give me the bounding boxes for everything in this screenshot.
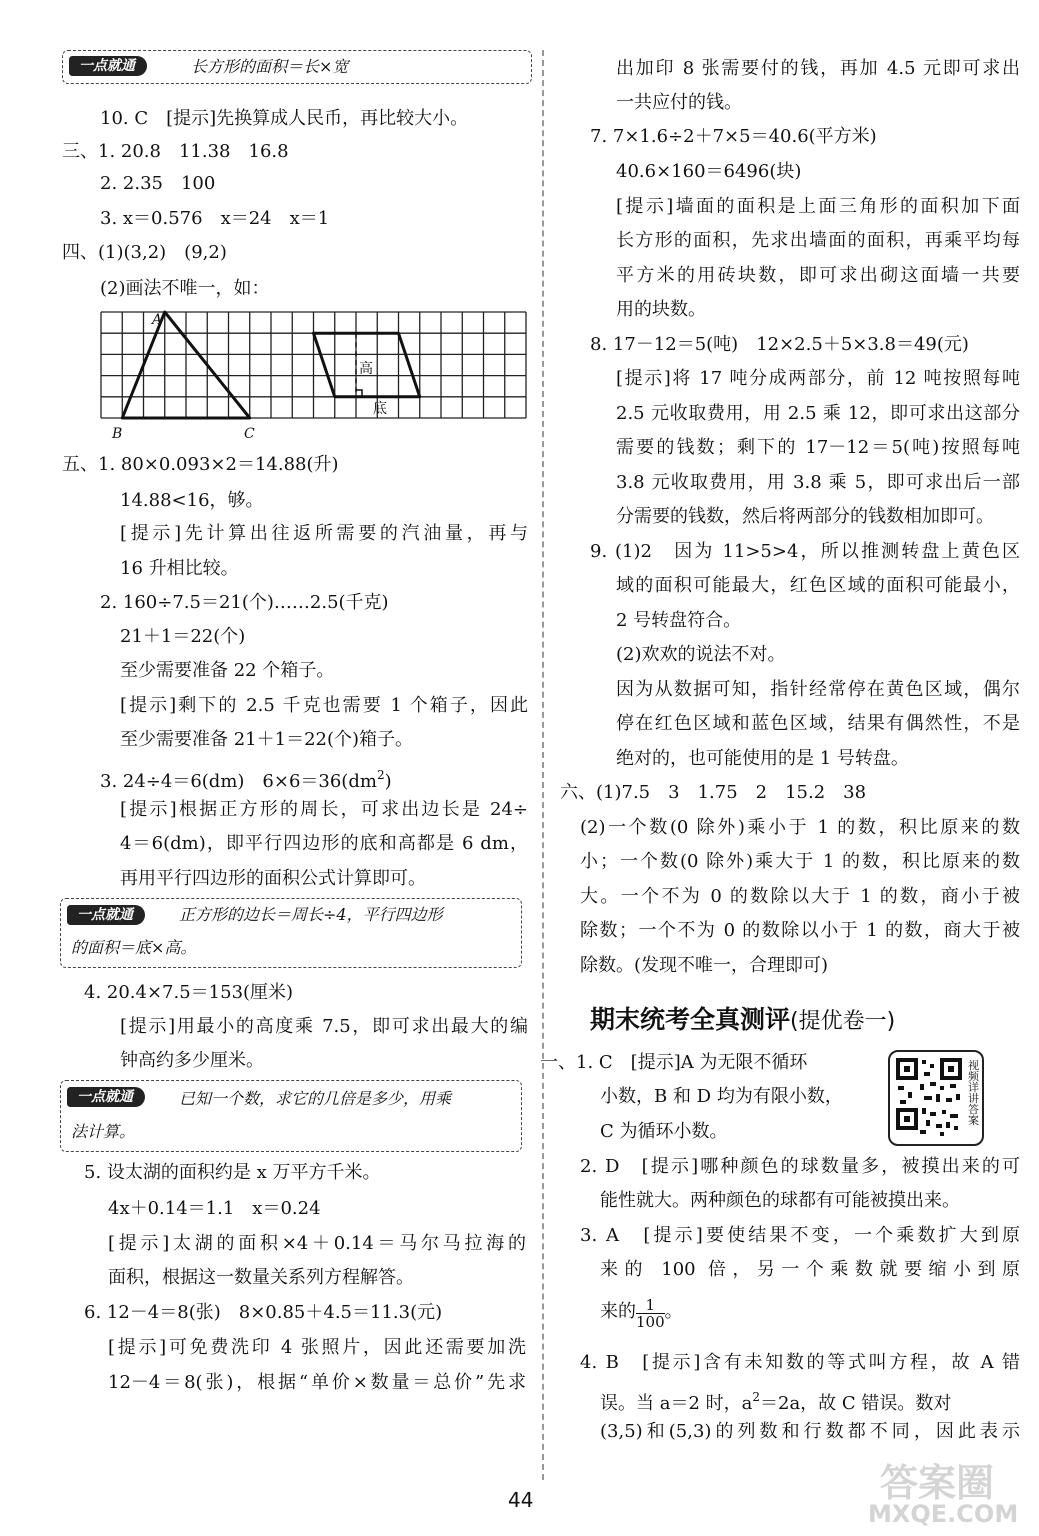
answer-line: 六、(1)7.5 3 1.75 2 15.2 38	[560, 782, 867, 803]
tip-text: 正方形的边长＝周长÷4，平行四边形	[179, 905, 443, 924]
answer-line: 域的面积可能最大，红色区域的面积可能最小，	[616, 575, 1020, 596]
superscript: 2	[376, 768, 385, 782]
answer-line: (3,5)和(5,3)的列数和行数都不同，因此表示	[600, 1421, 1020, 1442]
answer-text: 误。当 a＝2 时，a	[600, 1393, 753, 1414]
answer-line: 小数，B 和 D 均为有限小数，	[600, 1086, 843, 1107]
answer-text: )	[384, 771, 392, 792]
answer-line: 3. A [提示]要使结果不变，一个乘数扩大到原	[580, 1225, 1020, 1246]
answer-line: [提示]根据正方形的周长，可求出边长是 24÷	[120, 799, 528, 820]
answer-line: [提示]用最小的高度乘 7.5，即可求出最大的编	[120, 1016, 528, 1037]
answer-line: 14.88<16，够。	[120, 490, 264, 511]
answer-line: 8. 17－12＝5(吨) 12×2.5＋5×3.8＝49(元)	[590, 334, 969, 355]
answer-line	[600, 1384, 1020, 1417]
answer-line: 钟高约多少厘米。	[120, 1050, 264, 1071]
answer-line: 一、1. C [提示]A 为无限不循环	[540, 1052, 808, 1073]
tip-box-3	[60, 1080, 522, 1152]
tip-text: 法计算。	[71, 1122, 136, 1141]
answer-line: 21＋1＝22(个)	[120, 626, 246, 647]
answer-line: 用的块数。	[616, 299, 706, 320]
answer-line: 需要的钱数；剩下的 17－12＝5(吨)按照每吨	[616, 437, 1020, 458]
answer-line	[600, 1297, 683, 1330]
answer-line: (2)欢欢的说法不对。	[616, 644, 786, 665]
answer-line: 分需要的钱数，然后将两部分的钱数相加即可。	[616, 506, 994, 527]
answer-text: 3. 24÷4＝6(dm) 6×6＝36(dm	[100, 771, 377, 792]
answer-line: 2. D [提示]哪种颜色的球数量多，被摸出来的可	[580, 1156, 1020, 1177]
answer-line: 一共应付的钱。	[616, 92, 742, 113]
tip-box-1	[62, 50, 532, 84]
answer-line: 2. 2.35 100	[100, 173, 216, 194]
answer-line: 4＝6(dm)，即平行四边形的底和高都是 6 dm，	[120, 833, 528, 854]
answer-line: C 为循环小数。	[600, 1121, 728, 1142]
tip-badge: 一点就通	[67, 905, 145, 925]
answer-line: [提示]先计算出往返所需要的汽油量，再与	[120, 523, 528, 544]
answer-line: 来的 100 倍，另一个乘数就要缩小到原	[600, 1259, 1020, 1280]
answer-line: (2)一个数(0 除外)乘小于 1 的数，积比原来的数	[580, 817, 1020, 838]
answer-line: 12－4＝8(张)，根据“单价×数量＝总价”先求	[108, 1372, 526, 1393]
label-A: A	[152, 312, 163, 328]
answer-line: 能性就大。两种颜色的球都有可能被摸出来。	[600, 1190, 960, 1211]
answer-line: 绝对的，也可能使用的是 1 号转盘。	[616, 748, 909, 769]
answer-line: 再用平行四边形的面积公式计算即可。	[120, 868, 426, 889]
answer-line: 5. 设太湖的面积约是 x 万平方千米。	[84, 1162, 381, 1183]
answer-line: [提示]可免费洗印 4 张照片，因此还需要加洗	[108, 1337, 526, 1358]
answer-line: 4. 20.4×7.5＝153(厘米)	[84, 982, 294, 1003]
tip-badge: 一点就通	[67, 1087, 145, 1107]
qr-label: 视频详讲答案	[968, 1059, 979, 1127]
tip-box-2	[60, 898, 522, 968]
answer-text: ＝2a，故 C 错误。数对	[760, 1393, 952, 1414]
answer-line: 至少需要准备 21＋1＝22(个)箱子。	[120, 729, 414, 750]
grid-figure	[94, 306, 534, 446]
answer-line: 小；一个数(0 除外)乘大于 1 的数，积比原来的数	[580, 851, 1020, 872]
answer-line: 三、1. 20.8 11.38 16.8	[62, 141, 289, 162]
answer-line: 10. C [提示]先换算成人民币，再比较大小。	[100, 108, 469, 129]
answer-line: 平方米的用砖块数，即可求出砌这面墙一共要	[616, 265, 1020, 286]
answer-line: (2)画法不唯一，如：	[100, 278, 270, 299]
answer-line: 面积，根据这一数量关系列方程解答。	[108, 1267, 414, 1288]
answer-line: [提示]将 17 吨分成两部分，前 12 吨按照每吨	[616, 368, 1020, 389]
answer-line: 出加印 8 张需要付的钱，再加 4.5 元即可求出	[616, 58, 1020, 79]
heading-sub: (提优卷一)	[790, 1009, 896, 1034]
answer-line: 3.8 元收取费用，用 3.8 乘 5，即可求出后一部	[616, 472, 1020, 493]
answer-line: 4x＋0.14＝1.1 x＝0.24	[108, 1198, 321, 1219]
answer-line	[100, 762, 392, 795]
answer-line: 2.5 元收取费用，用 2.5 乘 12，即可求出这部分	[616, 403, 1020, 424]
denominator: 100	[636, 1313, 665, 1331]
answer-text: 。	[664, 1301, 683, 1322]
answer-line: 四、(1)(3,2) (9,2)	[62, 242, 227, 263]
answer-line: 40.6×160＝6496(块)	[616, 161, 802, 182]
answer-line: 至少需要准备 22 个箱子。	[120, 660, 335, 681]
answer-line: 3. x＝0.576 x＝24 x＝1	[100, 208, 330, 229]
label-di: 底	[373, 401, 387, 417]
watermark-top: 答案圈	[880, 1461, 995, 1505]
answer-line: 7. 7×1.6÷2＋7×5＝40.6(平方米)	[590, 126, 877, 147]
heading-main: 期末统考全真测评	[590, 1005, 791, 1034]
section-heading	[590, 1000, 895, 1036]
tip-text: 已知一个数，求它的几倍是多少，用乘	[179, 1089, 452, 1108]
answer-line: 长方形的面积，先求出墙面的面积，再乘平均每	[616, 230, 1020, 251]
answer-line: 2 号转盘符合。	[616, 610, 742, 631]
qr-code[interactable]	[888, 1050, 984, 1146]
answer-line: 大。一个不为 0 的数除以大于 1 的数，商小于被	[580, 886, 1020, 907]
answer-line: 9. (1)2 因为 11>5>4，所以推测转盘上黄色区	[590, 541, 1020, 562]
superscript: 2	[752, 1390, 760, 1404]
answer-line: [提示]剩下的 2.5 千克也需要 1 个箱子，因此	[120, 695, 528, 716]
answer-line: 2. 160÷7.5＝21(个)……2.5(千克)	[100, 592, 389, 613]
answer-line: 16 升相比较。	[120, 558, 239, 579]
tip-badge: 一点就通	[69, 56, 147, 76]
answer-line: 五、1. 80×0.093×2＝14.88(升)	[62, 454, 339, 475]
answer-line: 4. B [提示]含有未知数的等式叫方程，故 A 错	[580, 1352, 1020, 1373]
label-gao: 高	[359, 361, 373, 377]
tip-text: 的面积＝底×高。	[71, 938, 197, 957]
answer-line: 因为从数据可知，指针经常停在黄色区域，偶尔	[616, 679, 1020, 700]
answer-line: [提示]太湖的面积×4＋0.14＝马尔马拉海的	[108, 1233, 526, 1254]
label-C: C	[244, 426, 255, 442]
answer-line: 6. 12－4＝8(张) 8×0.85＋4.5＝11.3(元)	[84, 1302, 443, 1323]
numerator: 1	[636, 1297, 665, 1314]
answer-line: 除数；一个不为 0 的数除以小于 1 的数，商大于被	[580, 920, 1020, 941]
answer-line: 除数。(发现不唯一，合理即可)	[580, 955, 829, 976]
column-divider	[542, 50, 544, 1480]
tip-text: 长方形的面积＝长×宽	[191, 57, 349, 76]
grid-lines	[101, 312, 526, 418]
watermark-bottom: MXQE.COM	[868, 1500, 1019, 1528]
page-number: 44	[508, 1488, 534, 1512]
fraction	[636, 1297, 665, 1330]
answer-text: 来的	[600, 1301, 636, 1322]
answer-line: [提示]墙面的面积是上面三角形的面积加下面	[616, 196, 1020, 217]
label-B: B	[112, 426, 123, 442]
answer-line: 停在红色区域和蓝色区域，结果有偶然性，不是	[616, 713, 1020, 734]
